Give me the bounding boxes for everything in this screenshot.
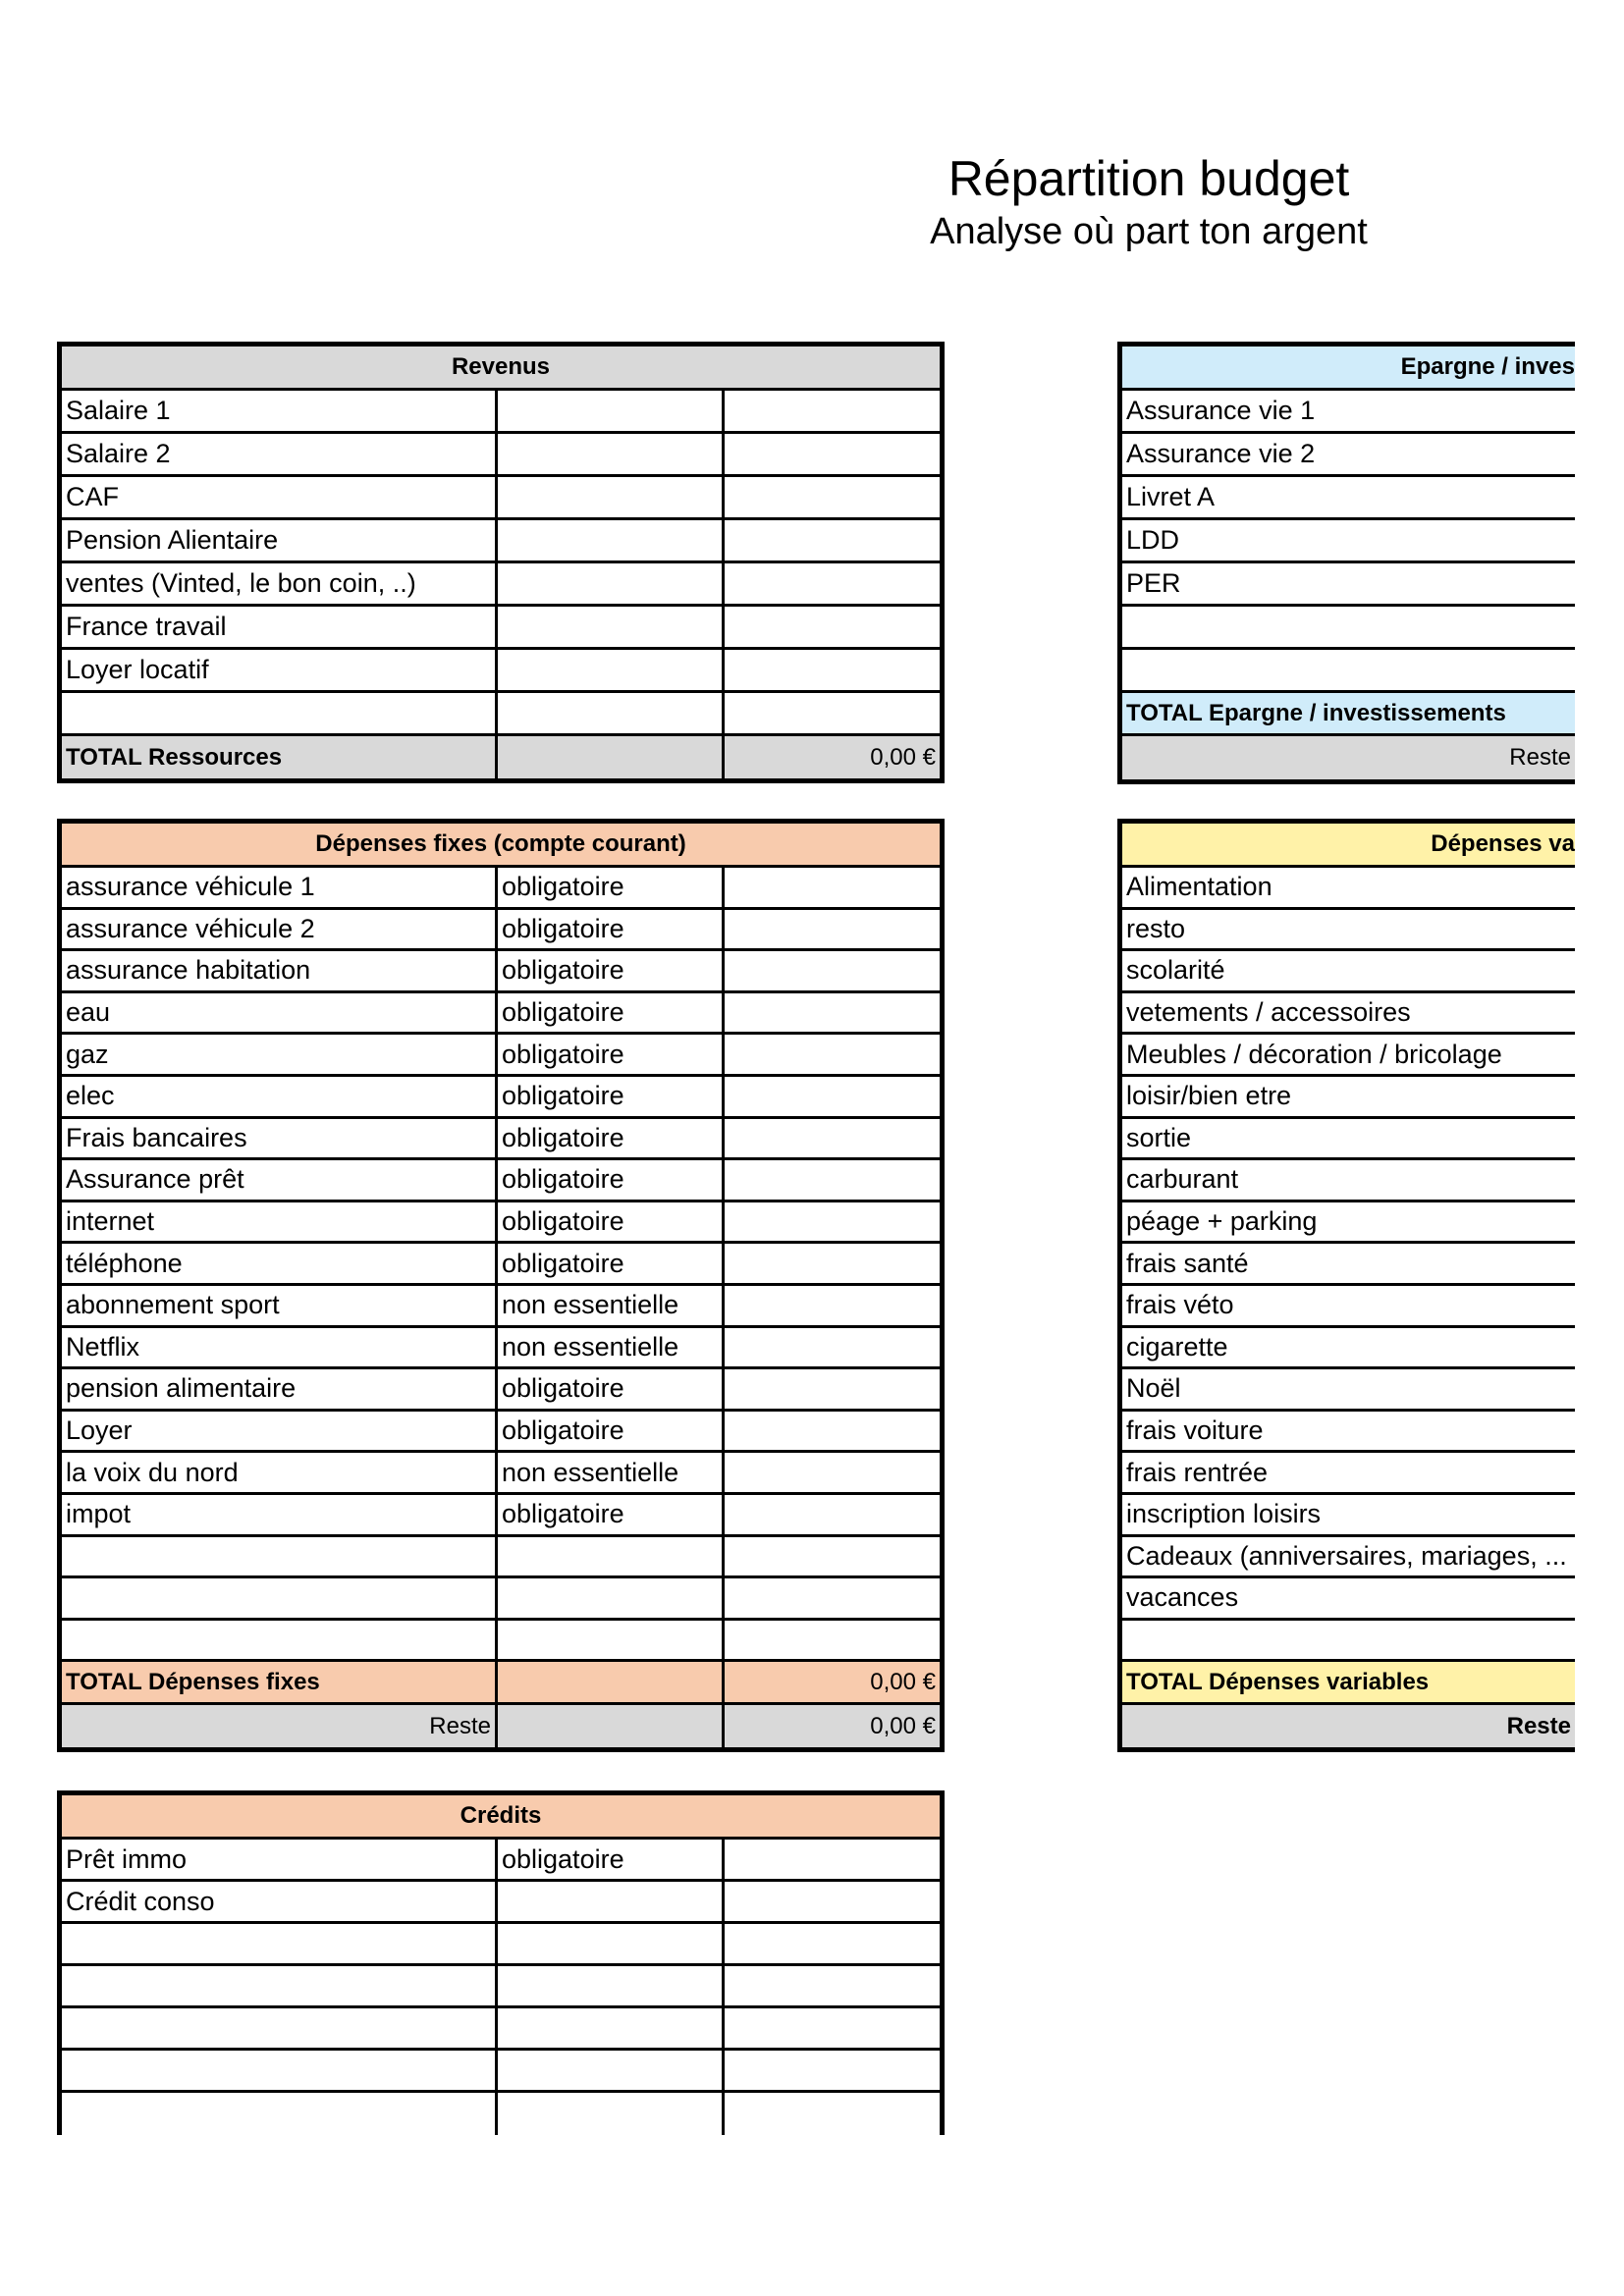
depenses-fixes-row <box>62 1202 940 1245</box>
depenses-variables-total-row <box>1122 1662 1575 1705</box>
depense-fixe-type[interactable]: obligatoire <box>498 1412 725 1451</box>
epargne-label[interactable]: LDD <box>1126 525 1180 555</box>
depense-fixe-type[interactable]: obligatoire <box>498 868 725 907</box>
depenses-fixes-total-row <box>62 1662 940 1705</box>
revenus-row <box>62 607 940 650</box>
depense-fixe-label: abonnement sport <box>62 1286 498 1325</box>
credit-label: Crédit conso <box>62 1882 498 1921</box>
depense-fixe-label <box>62 1537 498 1576</box>
revenus-col2-input[interactable] <box>498 563 725 604</box>
credit-amount-input[interactable] <box>725 1966 940 2005</box>
depense-fixe-type[interactable]: non essentielle <box>498 1286 725 1325</box>
depense-variable-label[interactable]: Meubles / décoration / bricolage <box>1126 1039 1502 1069</box>
revenus-label: Salaire 1 <box>62 391 498 431</box>
epargne-label[interactable] <box>1122 650 1575 690</box>
credit-amount-input[interactable] <box>725 1882 940 1921</box>
revenus-row <box>62 391 940 434</box>
depense-fixe-label <box>62 1578 498 1618</box>
credit-label <box>62 2008 498 2048</box>
revenus-row <box>62 693 940 736</box>
depenses-fixes-reste-row <box>62 1705 940 1747</box>
epargne-row <box>1122 477 1575 520</box>
depenses-fixes-row <box>62 1119 940 1161</box>
depenses-fixes-row <box>62 993 940 1036</box>
depense-fixe-type[interactable]: obligatoire <box>498 1160 725 1200</box>
revenus-table <box>57 342 945 783</box>
credit-label <box>62 1924 498 1963</box>
depense-fixe-type[interactable]: obligatoire <box>498 1244 725 1283</box>
revenus-rows <box>62 391 940 736</box>
depense-fixe-amount-input[interactable] <box>725 1621 940 1660</box>
depense-variable-label[interactable]: vacances <box>1126 1582 1239 1613</box>
revenus-col2-input[interactable] <box>498 607 725 647</box>
depense-variable-label[interactable]: frais rentrée <box>1126 1457 1269 1487</box>
epargne-total-row <box>1122 693 1575 736</box>
epargne-rows <box>1122 391 1575 693</box>
credits-row <box>62 1924 940 1966</box>
depenses-variables-reste-row <box>1122 1705 1575 1747</box>
depense-fixe-amount-input[interactable] <box>725 1412 940 1451</box>
depenses-fixes-total-value: 0,00 € <box>725 1662 940 1702</box>
depense-fixe-label: assurance habitation <box>62 951 498 990</box>
depenses-fixes-total-label: TOTAL Dépenses fixes <box>62 1662 498 1702</box>
credits-row <box>62 1966 940 2008</box>
depenses-variables-row <box>1122 1328 1575 1370</box>
depense-fixe-amount-input[interactable] <box>725 1578 940 1618</box>
depenses-variables-row <box>1122 1453 1575 1495</box>
depense-fixe-type[interactable]: obligatoire <box>498 951 725 990</box>
revenus-total-value: 0,00 € <box>725 736 940 778</box>
credit-type[interactable] <box>498 2051 725 2090</box>
depenses-variables-total-label: TOTAL Dépenses variables <box>1126 1668 1430 1695</box>
depense-variable-label[interactable]: Cadeaux (anniversaires, mariages, ... <box>1126 1540 1567 1571</box>
revenus-label: ventes (Vinted, le bon coin, ..) <box>62 563 498 604</box>
credits-row <box>62 2008 940 2051</box>
depense-fixe-amount-input[interactable] <box>725 1202 940 1242</box>
epargne-table <box>1117 342 1575 784</box>
depense-fixe-amount-input[interactable] <box>725 1495 940 1534</box>
credit-label <box>62 2051 498 2090</box>
depenses-variables-row <box>1122 1537 1575 1579</box>
revenus-header: Revenus <box>451 353 551 380</box>
revenus-amount-input[interactable] <box>725 391 940 431</box>
depense-fixe-label: assurance véhicule 1 <box>62 868 498 907</box>
depenses-variables-row <box>1122 1077 1575 1119</box>
depenses-variables-row <box>1122 868 1575 910</box>
depense-fixe-type[interactable]: obligatoire <box>498 1495 725 1534</box>
depense-variable-label[interactable]: resto <box>1126 913 1186 943</box>
depense-variable-label[interactable]: frais santé <box>1126 1248 1249 1278</box>
depenses-variables-row <box>1122 1369 1575 1412</box>
depense-fixe-label: elec <box>62 1077 498 1116</box>
credit-amount-input[interactable] <box>725 2008 940 2048</box>
revenus-label: Loyer locatif <box>62 650 498 690</box>
depenses-variables-row <box>1122 951 1575 993</box>
credit-amount-input[interactable] <box>725 2051 940 2090</box>
revenus-col2-input[interactable] <box>498 650 725 690</box>
revenus-amount-input[interactable] <box>725 477 940 517</box>
depenses-fixes-header: Dépenses fixes (compte courant) <box>315 830 686 857</box>
depenses-variables-row <box>1122 1621 1575 1663</box>
depenses-variables-row <box>1122 1578 1575 1621</box>
depenses-variables-row <box>1122 1495 1575 1537</box>
depense-fixe-type[interactable]: obligatoire <box>498 910 725 949</box>
depenses-fixes-reste-label: Reste <box>62 1705 498 1747</box>
epargne-header-row <box>1122 347 1575 391</box>
epargne-total-label: TOTAL Epargne / investissements <box>1126 699 1506 726</box>
credits-header: Crédits <box>460 1802 542 1829</box>
epargne-label[interactable]: Livret A <box>1126 482 1216 511</box>
depense-fixe-label: la voix du nord <box>62 1453 498 1492</box>
depenses-fixes-row <box>62 1537 940 1579</box>
depenses-fixes-row <box>62 1286 940 1328</box>
depense-fixe-label: Assurance prêt <box>62 1160 498 1200</box>
depense-fixe-type[interactable]: obligatoire <box>498 1035 725 1074</box>
depense-fixe-type[interactable] <box>498 1578 725 1618</box>
depense-fixe-amount-input[interactable] <box>725 1369 940 1409</box>
credit-amount-input[interactable] <box>725 1924 940 1963</box>
depense-variable-label[interactable]: vetements / accessoires <box>1126 997 1411 1028</box>
depense-variable-label[interactable]: péage + parking <box>1126 1206 1318 1237</box>
depenses-fixes-row <box>62 1160 940 1202</box>
depense-fixe-amount-input[interactable] <box>725 1453 940 1492</box>
revenus-total-label: TOTAL Ressources <box>62 736 498 778</box>
depenses-variables-rows <box>1122 868 1575 1662</box>
depense-fixe-amount-input[interactable] <box>725 910 940 949</box>
depense-fixe-amount-input[interactable] <box>725 1286 940 1325</box>
depenses-fixes-header-row <box>62 824 940 868</box>
revenus-amount-input[interactable] <box>725 520 940 561</box>
depense-fixe-amount-input[interactable] <box>725 1160 940 1200</box>
depense-fixe-label: internet <box>62 1202 498 1242</box>
revenus-col2-input[interactable] <box>498 434 725 474</box>
epargne-row <box>1122 391 1575 434</box>
depenses-variables-row <box>1122 910 1575 952</box>
depense-fixe-label: Frais bancaires <box>62 1119 498 1158</box>
depense-fixe-type[interactable]: obligatoire <box>498 1202 725 1242</box>
depense-fixe-amount-input[interactable] <box>725 1119 940 1158</box>
depense-variable-label[interactable]: carburant <box>1126 1164 1239 1195</box>
epargne-row <box>1122 650 1575 693</box>
depense-variable-label[interactable]: loisir/bien etre <box>1126 1081 1292 1111</box>
depense-variable-label[interactable]: frais véto <box>1126 1290 1234 1320</box>
depense-fixe-type[interactable]: obligatoire <box>498 1369 725 1409</box>
depenses-fixes-row <box>62 1621 940 1663</box>
depenses-fixes-row <box>62 951 940 993</box>
credit-type[interactable] <box>498 2008 725 2048</box>
epargne-row <box>1122 563 1575 607</box>
depenses-variables-row <box>1122 1035 1575 1077</box>
credits-rows <box>62 1840 940 2135</box>
depenses-fixes-row <box>62 1453 940 1495</box>
depense-variable-label[interactable] <box>1122 1621 1575 1660</box>
depense-fixe-type[interactable]: obligatoire <box>498 1119 725 1158</box>
depenses-fixes-row <box>62 1578 940 1621</box>
credits-row <box>62 1840 940 1882</box>
epargne-row <box>1122 434 1575 477</box>
credit-label: Prêt immo <box>62 1840 498 1879</box>
revenus-row <box>62 477 940 520</box>
depenses-fixes-row <box>62 1328 940 1370</box>
depenses-variables-row <box>1122 1412 1575 1454</box>
revenus-header-row <box>62 347 940 391</box>
depenses-variables-row <box>1122 1160 1575 1202</box>
credit-type[interactable]: obligatoire <box>498 1840 725 1879</box>
depense-fixe-amount-input[interactable] <box>725 868 940 907</box>
depense-variable-label[interactable]: sortie <box>1126 1122 1192 1152</box>
depense-fixe-amount-input[interactable] <box>725 951 940 990</box>
depenses-variables-header-row <box>1122 824 1575 868</box>
depenses-fixes-reste-value: 0,00 € <box>725 1705 940 1747</box>
depense-fixe-type[interactable]: obligatoire <box>498 993 725 1033</box>
depenses-fixes-rows <box>62 868 940 1662</box>
depense-fixe-amount-input[interactable] <box>725 1077 940 1116</box>
epargne-label[interactable] <box>1122 607 1575 647</box>
credits-header-row <box>62 1795 940 1840</box>
depense-fixe-amount-input[interactable] <box>725 993 940 1033</box>
depenses-fixes-table <box>57 819 945 1752</box>
revenus-amount-input[interactable] <box>725 693 940 733</box>
page-title: Répartition budget <box>947 151 1350 206</box>
depenses-variables-table <box>1117 819 1575 1752</box>
revenus-total-col2[interactable] <box>498 736 725 778</box>
page-subtitle: Analyse où part ton argent <box>930 211 1368 252</box>
revenus-col2-input[interactable] <box>498 520 725 561</box>
revenus-row <box>62 520 940 563</box>
depenses-fixes-reste-col2[interactable] <box>498 1705 725 1747</box>
depenses-variables-row <box>1122 993 1575 1036</box>
depenses-variables-row <box>1122 1202 1575 1245</box>
credits-table <box>57 1790 945 2135</box>
epargne-label[interactable]: Assurance vie 1 <box>1126 396 1316 425</box>
depense-fixe-amount-input[interactable] <box>725 1035 940 1074</box>
depense-fixe-label: pension alimentaire <box>62 1369 498 1409</box>
epargne-label[interactable]: Assurance vie 2 <box>1126 439 1316 468</box>
depense-variable-label[interactable]: Noël <box>1126 1373 1181 1404</box>
depenses-variables-row <box>1122 1286 1575 1328</box>
depense-fixe-type[interactable]: non essentielle <box>498 1453 725 1492</box>
depense-fixe-amount-input[interactable] <box>725 1537 940 1576</box>
revenus-col2-input[interactable] <box>498 477 725 517</box>
credit-label <box>62 1966 498 2005</box>
depenses-variables-row <box>1122 1119 1575 1161</box>
epargne-row <box>1122 607 1575 650</box>
credits-row <box>62 2093 940 2135</box>
depense-fixe-label: assurance véhicule 2 <box>62 910 498 949</box>
depenses-fixes-row <box>62 1369 940 1412</box>
revenus-amount-input[interactable] <box>725 563 940 604</box>
epargne-reste-row <box>1122 736 1575 779</box>
revenus-col2-input[interactable] <box>498 391 725 431</box>
revenus-amount-input[interactable] <box>725 434 940 474</box>
depense-fixe-type[interactable] <box>498 1537 725 1576</box>
credit-amount-input[interactable] <box>725 1840 940 1879</box>
credit-type[interactable] <box>498 1966 725 2005</box>
credits-row <box>62 2051 940 2093</box>
depenses-fixes-row <box>62 1412 940 1454</box>
revenus-row <box>62 563 940 607</box>
depense-fixe-label: Loyer <box>62 1412 498 1451</box>
depense-variable-label[interactable]: frais voiture <box>1126 1415 1264 1446</box>
revenus-row <box>62 650 940 693</box>
epargne-reste-label: Reste <box>1509 744 1571 771</box>
revenus-label: Salaire 2 <box>62 434 498 474</box>
revenus-row <box>62 434 940 477</box>
revenus-amount-input[interactable] <box>725 650 940 690</box>
depenses-fixes-row <box>62 868 940 910</box>
depense-fixe-label: eau <box>62 993 498 1033</box>
epargne-header: Epargne / inves <box>1400 353 1575 380</box>
credit-label <box>62 2093 498 2135</box>
depense-variable-label[interactable]: scolarité <box>1126 955 1225 986</box>
depense-fixe-amount-input[interactable] <box>725 1328 940 1367</box>
depense-fixe-label: impot <box>62 1495 498 1534</box>
depense-fixe-label: Netflix <box>62 1328 498 1367</box>
credit-type[interactable] <box>498 2093 725 2135</box>
epargne-label[interactable]: PER <box>1126 568 1181 598</box>
depense-fixe-label <box>62 1621 498 1660</box>
depense-fixe-type[interactable]: non essentielle <box>498 1328 725 1367</box>
revenus-label: CAF <box>62 477 498 517</box>
credit-amount-input[interactable] <box>725 2093 940 2135</box>
depense-variable-label[interactable]: cigarette <box>1126 1331 1228 1362</box>
revenus-label: France travail <box>62 607 498 647</box>
depenses-variables-reste-label: Reste <box>1506 1712 1571 1739</box>
depenses-fixes-total-col2[interactable] <box>498 1662 725 1702</box>
depense-fixe-label: téléphone <box>62 1244 498 1283</box>
depense-fixe-label: gaz <box>62 1035 498 1074</box>
credit-type[interactable] <box>498 1882 725 1921</box>
depense-fixe-type[interactable] <box>498 1621 725 1660</box>
revenus-total-row <box>62 736 940 778</box>
credits-row <box>62 1882 940 1924</box>
depense-variable-label[interactable]: Alimentation <box>1126 872 1272 902</box>
depenses-variables-row <box>1122 1244 1575 1286</box>
depenses-fixes-row <box>62 1035 940 1077</box>
depenses-variables-header: Dépenses va <box>1431 830 1575 857</box>
revenus-label: Pension Alientaire <box>62 520 498 561</box>
depenses-fixes-row <box>62 1495 940 1537</box>
depenses-fixes-row <box>62 1244 940 1286</box>
depenses-fixes-row <box>62 1077 940 1119</box>
depenses-fixes-row <box>62 910 940 952</box>
revenus-amount-input[interactable] <box>725 607 940 647</box>
revenus-col2-input[interactable] <box>498 693 725 733</box>
epargne-row <box>1122 520 1575 563</box>
revenus-label <box>62 693 498 733</box>
credit-type[interactable] <box>498 1924 725 1963</box>
depense-fixe-type[interactable]: obligatoire <box>498 1077 725 1116</box>
depense-variable-label[interactable]: inscription loisirs <box>1126 1499 1322 1529</box>
depense-fixe-amount-input[interactable] <box>725 1244 940 1283</box>
